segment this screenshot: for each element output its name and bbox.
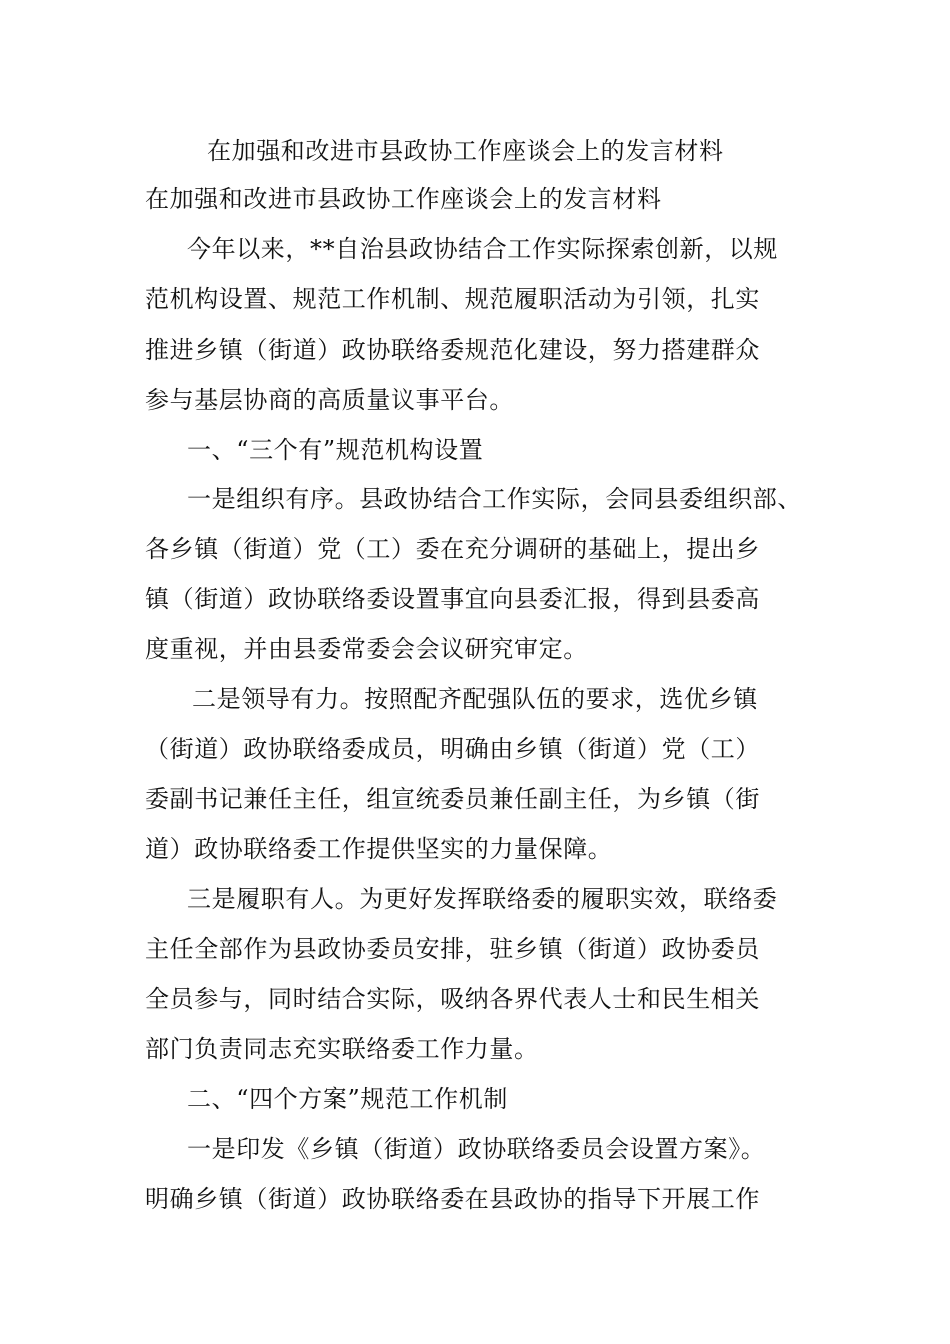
paragraph-line: 一是印发《乡镇（街道）政协联络委员会设置方案》。 [187, 1135, 766, 1163]
section-heading: 一、“三个有”规范机构设置 [187, 436, 484, 464]
paragraph-line: 镇（街道）政协联络委设置事宜向县委汇报，得到县委高 [145, 585, 760, 613]
paragraph-line: 各乡镇（街道）党（工）委在充分调研的基础上，提出乡 [145, 535, 760, 563]
paragraph-line: 一是组织有序。县政协结合工作实际，会同县委组织部、 [187, 485, 802, 513]
paragraph-line: 主任全部作为县政协委员安排，驻乡镇（街道）政协委员 [145, 935, 760, 963]
paragraph-line: 三是履职有人。为更好发挥联络委的履职实效，联络委 [187, 885, 778, 913]
paragraph-line: 度重视，并由县委常委会会议研究审定。 [145, 635, 588, 663]
paragraph-line: 参与基层协商的高质量议事平台。 [145, 386, 514, 414]
paragraph-line: （街道）政协联络委成员，明确由乡镇（街道）党（工） [145, 735, 760, 763]
paragraph-line: 二是领导有力。按照配齐配强队伍的要求，选优乡镇 [192, 685, 758, 713]
paragraph-line: 范机构设置、规范工作机制、规范履职活动为引领，扎实 [145, 285, 760, 313]
paragraph-line: 明确乡镇（街道）政协联络委在县政协的指导下开展工作 [145, 1185, 760, 1213]
paragraph-line: 部门负责同志充实联络委工作力量。 [145, 1035, 539, 1063]
document-subtitle: 在加强和改进市县政协工作座谈会上的发言材料 [145, 185, 662, 213]
paragraph-line: 全员参与，同时结合实际，吸纳各界代表人士和民生相关 [145, 985, 760, 1013]
document-title: 在加强和改进市县政协工作座谈会上的发言材料 [207, 137, 724, 165]
paragraph-line: 今年以来，**自治县政协结合工作实际探索创新，以规 [187, 235, 778, 263]
section-heading: 二、“四个方案”规范工作机制 [187, 1085, 508, 1113]
paragraph-line: 道）政协联络委工作提供坚实的力量保障。 [145, 835, 613, 863]
paragraph-line: 委副书记兼任主任，组宣统委员兼任副主任，为乡镇（街 [145, 785, 760, 813]
paragraph-line: 推进乡镇（街道）政协联络委规范化建设，努力搭建群众 [145, 336, 760, 364]
